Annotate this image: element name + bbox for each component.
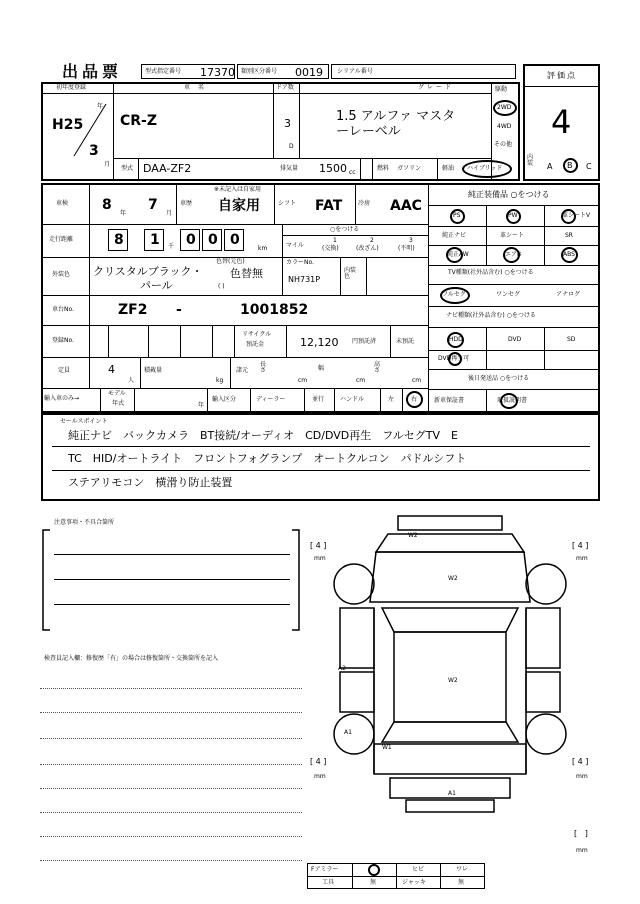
category-label: 類別区分番号 — [241, 68, 278, 75]
recycle-amount: 12,120 — [300, 336, 339, 349]
recycle-unpaid: 未預託 — [396, 338, 415, 345]
recycle-paid: 円預託済 — [352, 338, 377, 345]
grade-line1: 1.5 アルファ マスタ — [336, 109, 456, 124]
chassis-prefix: ZF2 — [118, 302, 148, 318]
history-label: 車歴 — [180, 200, 193, 207]
handle-label: ハンドル — [340, 396, 365, 403]
repaint-paren: ( ) — [218, 283, 225, 290]
model-year-label-2: 年式 — [112, 400, 125, 407]
car-name: CR-Z — [120, 113, 158, 129]
displacement-value: 1500 — [319, 162, 347, 175]
registration-month-unit: 月 — [104, 161, 111, 168]
jack-label: ジャッキ — [402, 879, 426, 886]
dims-label: 諸元 — [236, 367, 249, 374]
exterior-color-line1: クリスタルブラック・ — [93, 265, 203, 278]
doors-suffix: D — [289, 143, 294, 150]
drive-4wd: 4WD — [497, 123, 512, 130]
interior-label: 内装 — [527, 154, 534, 167]
crack-label: ヒビ — [412, 866, 425, 873]
capacity-value: 4 — [108, 363, 115, 376]
diagram-mark: A1 — [448, 790, 456, 797]
eq-item: エアB — [505, 251, 522, 258]
nav-extra: DVD再生可 — [438, 355, 470, 362]
mileage-select-label: ○をつける — [330, 226, 360, 233]
interior-b: B — [567, 161, 573, 170]
interior-c: C — [586, 162, 592, 171]
height-label: 高さ — [374, 361, 381, 374]
spare-bracket: [ ] — [574, 829, 588, 838]
grade-label: グレード — [418, 84, 455, 91]
tire-unit: mm — [576, 555, 588, 562]
nav-title: ナビ種類(社外品含む) ○をつける — [446, 312, 536, 319]
grade-line2: ーレーベル — [336, 124, 401, 139]
fuel-gas: ガソリン — [397, 165, 422, 172]
category-value: 0019 — [295, 66, 323, 79]
repaint-label: 色替(元色) — [216, 258, 245, 265]
length-label: 長さ — [260, 361, 267, 374]
nav-item: SD — [567, 336, 576, 343]
tool-label: 工具 — [322, 879, 335, 886]
shift-label: シフト — [278, 200, 297, 207]
eq-item: 純正ナビ — [442, 232, 467, 239]
fuel-hybrid: ハイブリッド — [467, 165, 503, 172]
diagram-mark: W2 — [408, 532, 418, 539]
mileage-digit: 0 — [230, 232, 240, 248]
chassis-dash: - — [176, 302, 182, 318]
model-cert-value: 17370 — [200, 66, 235, 79]
width-unit: cm — [356, 377, 366, 384]
import-parallel: 並行 — [312, 396, 325, 403]
tire-unit: mm — [576, 847, 588, 854]
nav-item: DVD — [508, 336, 522, 343]
model-year-label-1: モデル — [108, 390, 126, 397]
inspect-label: 車検 — [56, 200, 69, 207]
later-item: 新車保証書 — [434, 397, 465, 404]
handle-left: 左 — [388, 396, 395, 403]
chassis-number: 1001852 — [240, 302, 309, 318]
model-cert-label: 型式指定番号 — [145, 68, 182, 75]
mileage-opt2-no: 2 — [370, 237, 374, 244]
mileage-digit: 8 — [114, 232, 124, 248]
inspect-month-unit: 月 — [166, 210, 173, 217]
tire-rear-right: [ 4 ] — [572, 757, 589, 766]
length-unit: cm — [298, 377, 308, 384]
chassis-label: 車台No. — [52, 306, 74, 313]
nav-item: HDD — [449, 336, 463, 343]
sales-point-label: セールスポイント — [60, 418, 108, 425]
drive-other: その他 — [494, 141, 513, 148]
fuel-label: 燃料 — [377, 165, 390, 172]
capacity-unit: 人 — [128, 377, 135, 384]
diagram-mark: W1 — [382, 744, 392, 751]
inspect-year-unit: 年 — [120, 210, 127, 217]
diagram-mark: W2 — [448, 575, 458, 582]
drive-label: 駆動 — [495, 86, 508, 93]
displacement-label: 排気量 — [280, 165, 299, 172]
serial-box — [331, 64, 516, 79]
ac-label: 冷房 — [358, 200, 371, 207]
doors-value: 3 — [284, 117, 291, 130]
import-class-label: 輸入区分 — [212, 396, 237, 403]
history-value: 自家用 — [218, 198, 260, 214]
load-label: 積載量 — [144, 367, 163, 374]
car-name-label: 車 名 — [184, 84, 207, 91]
tv-item: ワンセグ — [496, 291, 521, 298]
exterior-label: 外装色 — [52, 271, 71, 278]
inspect-year: 8 — [102, 197, 112, 213]
height-unit: cm — [412, 377, 422, 384]
mileage-opt1: (交換) — [322, 245, 339, 252]
color-no-label: カラーNo. — [286, 259, 314, 266]
mileage-digit: 0 — [208, 232, 218, 248]
mileage-digit-box — [144, 229, 164, 251]
tire-unit: mm — [314, 555, 326, 562]
mileage-opt1-no: 1 — [333, 237, 337, 244]
tv-item: フルセグ — [442, 291, 466, 298]
sales-point-line3: ステアリモコン 横滑り防止装置 — [68, 476, 233, 489]
model-cert-box — [141, 64, 235, 79]
mileage-digit: 0 — [186, 232, 196, 248]
mileage-mile: マイル — [286, 242, 304, 249]
mileage-label: 走行距離 — [49, 236, 74, 243]
score-value: 4 — [551, 103, 572, 141]
mileage-digit-box — [202, 229, 222, 251]
later-item: 取扱説明書 — [497, 397, 528, 404]
mileage-thousand: 千 — [168, 243, 175, 250]
eq-item: 革シートV — [562, 212, 591, 219]
mileage-digit-box — [224, 229, 244, 251]
interior-a: A — [547, 162, 553, 171]
mirror-label: Fアミラー — [311, 866, 339, 873]
import-dealer: ディーラー — [256, 396, 286, 403]
caution-label: 注意事項・不具合箇所 — [54, 519, 115, 526]
mileage-opt3-no: 3 — [409, 237, 413, 244]
registration-month: 3 — [89, 143, 99, 159]
jack-value: 無 — [458, 879, 465, 886]
capacity-label: 定員 — [58, 367, 71, 374]
exterior-color-line2: パール — [140, 279, 173, 292]
import-only-label: 輸入車のみ→ — [44, 395, 80, 402]
model-value: DAA-ZF2 — [143, 162, 192, 175]
caution-bracket-left — [40, 528, 52, 632]
break-label: ワレ — [456, 866, 469, 873]
mirror-circle — [368, 864, 380, 876]
serial-label: シリアル番号 — [337, 68, 373, 75]
tool-value: 無 — [370, 879, 377, 886]
model-label: 型式 — [121, 165, 134, 172]
displacement-unit: cc — [349, 169, 356, 176]
score-label: 評価点 — [547, 71, 577, 80]
later-title: 後日発送品 ○をつける — [468, 375, 530, 382]
shift-value: FAT — [315, 198, 343, 214]
eq-item: 革シート — [500, 232, 525, 239]
inspector-label: 検査員記入欄：修復歴「有」の場合は修復箇所・交換箇所を記入 — [44, 655, 219, 662]
drive-2wd: 2WD — [497, 104, 512, 111]
tire-rear-left: [ 4 ] — [310, 757, 327, 766]
registration-year-unit: 年 — [97, 103, 104, 110]
diagram-mark: A2 — [338, 665, 346, 672]
tire-front-right: [ 4 ] — [572, 541, 589, 550]
tire-unit: mm — [314, 773, 326, 780]
ac-value: AAC — [390, 198, 422, 214]
registration-label: 初年度登録 — [56, 84, 87, 91]
tire-front-left: [ 4 ] — [310, 541, 327, 550]
registration-era-year: H25 — [52, 117, 84, 133]
color-no-value: NH731P — [288, 275, 321, 284]
handle-right: 右 — [411, 396, 418, 403]
sales-point-line2: TC HID/オートライト フロントフォグランプ オートクルコン パドルシフト — [68, 452, 467, 465]
reg-no-label: 登録No. — [52, 337, 74, 344]
inspect-month: 7 — [148, 197, 158, 213]
recycle-label-1: リサイクル — [242, 331, 272, 338]
mileage-digit: 1 — [150, 232, 160, 248]
model-year-unit: 年 — [198, 402, 205, 409]
equipment-title: 純正装備品 ○をつける — [468, 190, 550, 199]
diagram-mark: A1 — [344, 729, 352, 736]
mileage-unit: km — [258, 245, 268, 252]
repaint-value: 色替無 — [230, 267, 263, 280]
diagram-mark: W2 — [448, 677, 458, 684]
mileage-digit-box — [108, 229, 128, 251]
mileage-opt3: (不明) — [398, 245, 415, 252]
page-title: 出品票 — [62, 62, 123, 81]
tv-item: アナログ — [556, 291, 581, 298]
width-label: 幅 — [318, 365, 325, 372]
eq-item: PS — [453, 212, 461, 219]
fuel-light: 軽油 — [442, 165, 455, 172]
mileage-digit-box — [180, 229, 200, 251]
caution-bracket-right — [290, 528, 302, 632]
category-box — [237, 64, 329, 79]
interior-color-label: 内装色 — [344, 267, 357, 280]
sales-point-line1: 純正ナビ バックカメラ BT接続/オーディオ CD/DVD再生 フルセグTV E — [68, 429, 458, 442]
recycle-label-2: 預託金 — [246, 341, 265, 348]
eq-item: 純正AW — [447, 251, 469, 258]
eq-item: PW — [508, 212, 518, 219]
eq-item: SR — [565, 232, 573, 239]
mileage-opt2: (改ざん) — [356, 245, 379, 252]
history-note: ※未記入は自家用 — [214, 186, 262, 193]
tv-title: TV種類(社外品含む) ○をつける — [448, 269, 534, 276]
doors-label: ドア数 — [276, 84, 294, 91]
tire-unit: mm — [576, 773, 588, 780]
eq-item: ABS — [563, 251, 575, 258]
load-unit: kg — [216, 377, 224, 384]
